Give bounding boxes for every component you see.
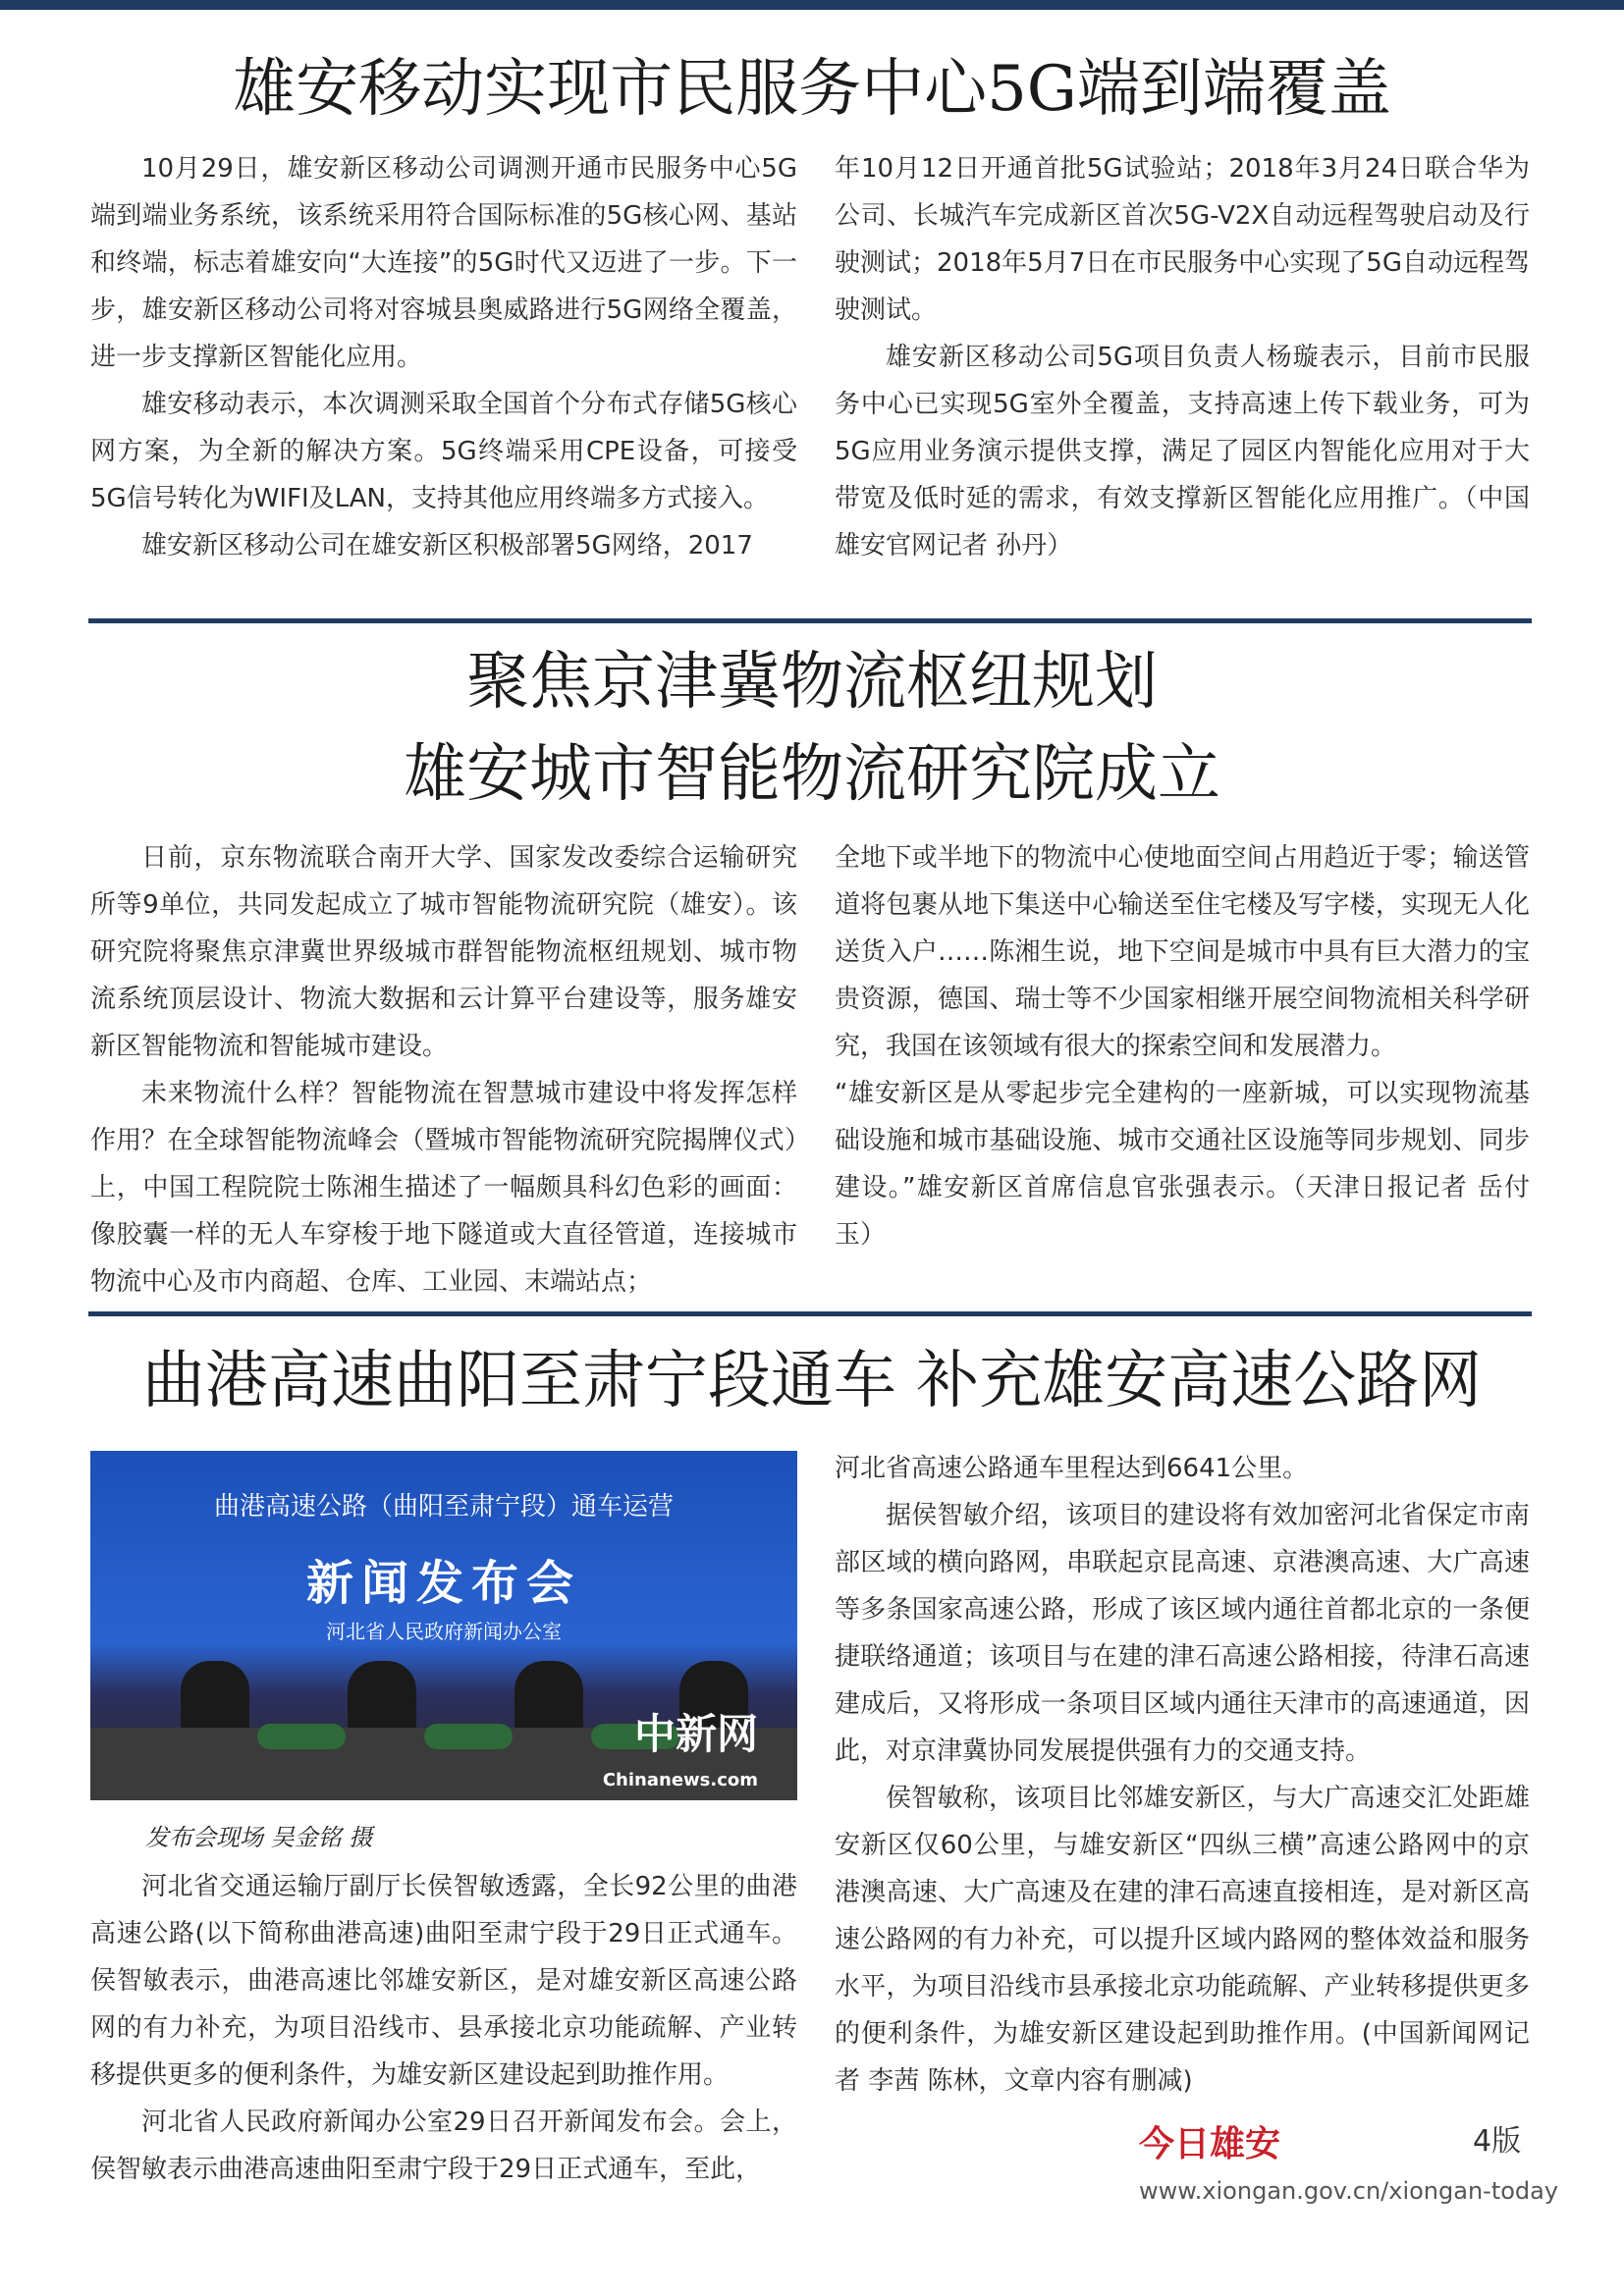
footer-url[interactable]: www.xiongan.gov.cn/xiongan-today xyxy=(1139,2177,1559,2205)
publication-logo: 今日雄安 xyxy=(1139,2123,1281,2164)
article2-left-column xyxy=(90,834,797,1306)
article2-title-line2: 雄安城市智能物流研究院成立 xyxy=(404,738,1220,811)
article3-paragraph: 河北省高速公路通车里程达到6641公里。 xyxy=(835,1454,1309,1483)
article2-paragraph: 日前，京东物流联合南开大学、国家发改委综合运输研究所等9单位，共同发起成立了城市智能物流研究院（雄安）。该研究院将聚焦京津冀世界级城市群智能物流枢纽规划、城市物流系统顶层设计、物流大数据和云计算平台建设等，服务雄安新区智能物流和智能城市建设。 xyxy=(90,843,797,1061)
section-divider xyxy=(88,1311,1532,1316)
article3-paragraph: 侯智敏称，该项目比邻雄安新区，与大广高速交汇处距雄安新区仅60公里，与雄安新区“四纵三横”高速公路网中的京港澳高速、大广高速及在建的津石高速直接相连，是对新区高速公路网的有力补充，可以提升区域内路网的整体效益和服务水平，为项目沿线市县承接北京功能疏解、产业转移提供更多的便利条件，为雄安新区建设起到助推作用。(中国新闻网记者 李茜 陈林，文章内容有删减) xyxy=(835,1784,1530,2096)
flower-decoration xyxy=(424,1724,513,1749)
article3-right-column xyxy=(835,1445,1530,2105)
article3-title: 曲港高速曲阳至肃宁段通车 补充雄安高速公路网 xyxy=(141,1345,1483,1417)
watermark-url: Chinanews.com xyxy=(602,1770,758,1790)
article2-title-line1: 聚焦京津冀物流枢纽规划 xyxy=(466,646,1158,719)
press-conference-photo xyxy=(90,1451,797,1800)
article1-title: 雄安移动实现市民服务中心5G端到端覆盖 xyxy=(233,53,1391,126)
article3-paragraph: 河北省人民政府新闻办公室29日召开新闻发布会。会上，侯智敏表示曲港高速曲阳至肃宁段于29日正式通车，至此， xyxy=(90,2108,797,2184)
article1-paragraph: 10月29日，雄安新区移动公司调测开通市民服务中心5G端到端业务系统，该系统采用符合国际标准的5G核心网、基站和终端，标志着雄安向“大连接”的5G时代又迈进了一步。下一步，雄安新区移动公司将对容城县奥威路进行5G网络全覆盖，进一步支撑新区智能化应用。 xyxy=(90,154,797,372)
article1-paragraph: 雄安移动表示，本次调测采取全国首个分布式存储5G核心网方案，为全新的解决方案。5G终端采用CPE设备，可接受5G信号转化为WIFI及LAN，支持其他应用终端多方式接入。 xyxy=(90,390,797,513)
page-number: 4版 xyxy=(1473,2124,1522,2159)
top-bar xyxy=(0,0,1624,10)
watermark-logo: 中新网 xyxy=(633,1710,758,1758)
photo-screen-line2: 新闻发布会 xyxy=(305,1556,581,1611)
article2-right-column xyxy=(835,834,1530,1258)
photo-screen-line1: 曲港高速公路（曲阳至肃宁段）通车运营 xyxy=(213,1492,674,1522)
article3-paragraph: 河北省交通运输厅副厅长侯智敏透露，全长92公里的曲港高速公路(以下简称曲港高速)曲阳至肃宁段于29日正式通车。侯智敏表示，曲港高速比邻雄安新区，是对雄安新区高速公路网的有力补充，为项目沿线市、县承接北京功能疏解、产业转移提供更多的便利条件，为雄安新区建设起到助推作用。 xyxy=(90,1872,797,2090)
article2-paragraph: “雄安新区是从零起步完全建构的一座新城，可以实现物流基础设施和城市基础设施、城市交通社区设施等同步规划、同步建设。”雄安新区首席信息官张强表示。（天津日报记者 岳付玉） xyxy=(835,1079,1530,1250)
article1-left-column xyxy=(90,145,797,569)
photo-screen-line3: 河北省人民政府新闻办公室 xyxy=(326,1620,562,1643)
article2-paragraph: 全地下或半地下的物流中心使地面空间占用趋近于零；输送管道将包裹从地下集送中心输送至住宅楼及写字楼，实现无人化送货入户……陈湘生说，地下空间是城市中具有巨大潜力的宝贵资源，德国、瑞士等不少国家相继开展空间物流相关科学研究，我国在该领域有很大的探索空间和发展潜力。 xyxy=(835,843,1530,1061)
photo-caption: 发布会现场 吴金铭 摄 xyxy=(145,1824,373,1851)
article3-left-column xyxy=(90,1863,797,2193)
article1-right-column xyxy=(835,145,1530,569)
article3-paragraph: 据侯智敏介绍，该项目的建设将有效加密河北省保定市南部区域的横向路网，串联起京昆高速、京港澳高速、大广高速等多条国家高速公路，形成了该区域内通往首都北京的一条便捷联络通道；该项目与在建的津石高速公路相接，待津石高速建成后，又将形成一条项目区域内通往天津市的高速通道，因此，对京津冀协同发展提供强有力的交通支持。 xyxy=(835,1501,1530,1766)
article1-paragraph: 年10月12日开通首批5G试验站；2018年3月24日联合华为公司、长城汽车完成新区首次5G-V2X自动远程驾驶启动及行驶测试；2018年5月7日在市民服务中心实现了5G自动远程驾驶测试。 xyxy=(835,154,1530,325)
article2-paragraph: 未来物流什么样？智能物流在智慧城市建设中将发挥怎样作用？在全球智能物流峰会（暨城市智能物流研究院揭牌仪式）上，中国工程院院士陈湘生描述了一幅颇具科幻色彩的画面：像胶囊一样的无人车穿梭于地下隧道或大直径管道，连接城市物流中心及市内商超、仓库、工业园、末端站点； xyxy=(90,1079,797,1297)
article1-paragraph: 雄安新区移动公司5G项目负责人杨璇表示，目前市民服务中心已实现5G室外全覆盖，支持高速上传下载业务，可为5G应用业务演示提供支撑，满足了园区内智能化应用对于大带宽及低时延的需求，有效支撑新区智能化应用推广。（中国雄安官网记者 孙丹） xyxy=(835,343,1530,561)
article1-paragraph: 雄安新区移动公司在雄安新区积极部署5G网络，2017 xyxy=(141,531,753,561)
flower-decoration xyxy=(257,1724,346,1749)
section-divider xyxy=(88,618,1532,623)
